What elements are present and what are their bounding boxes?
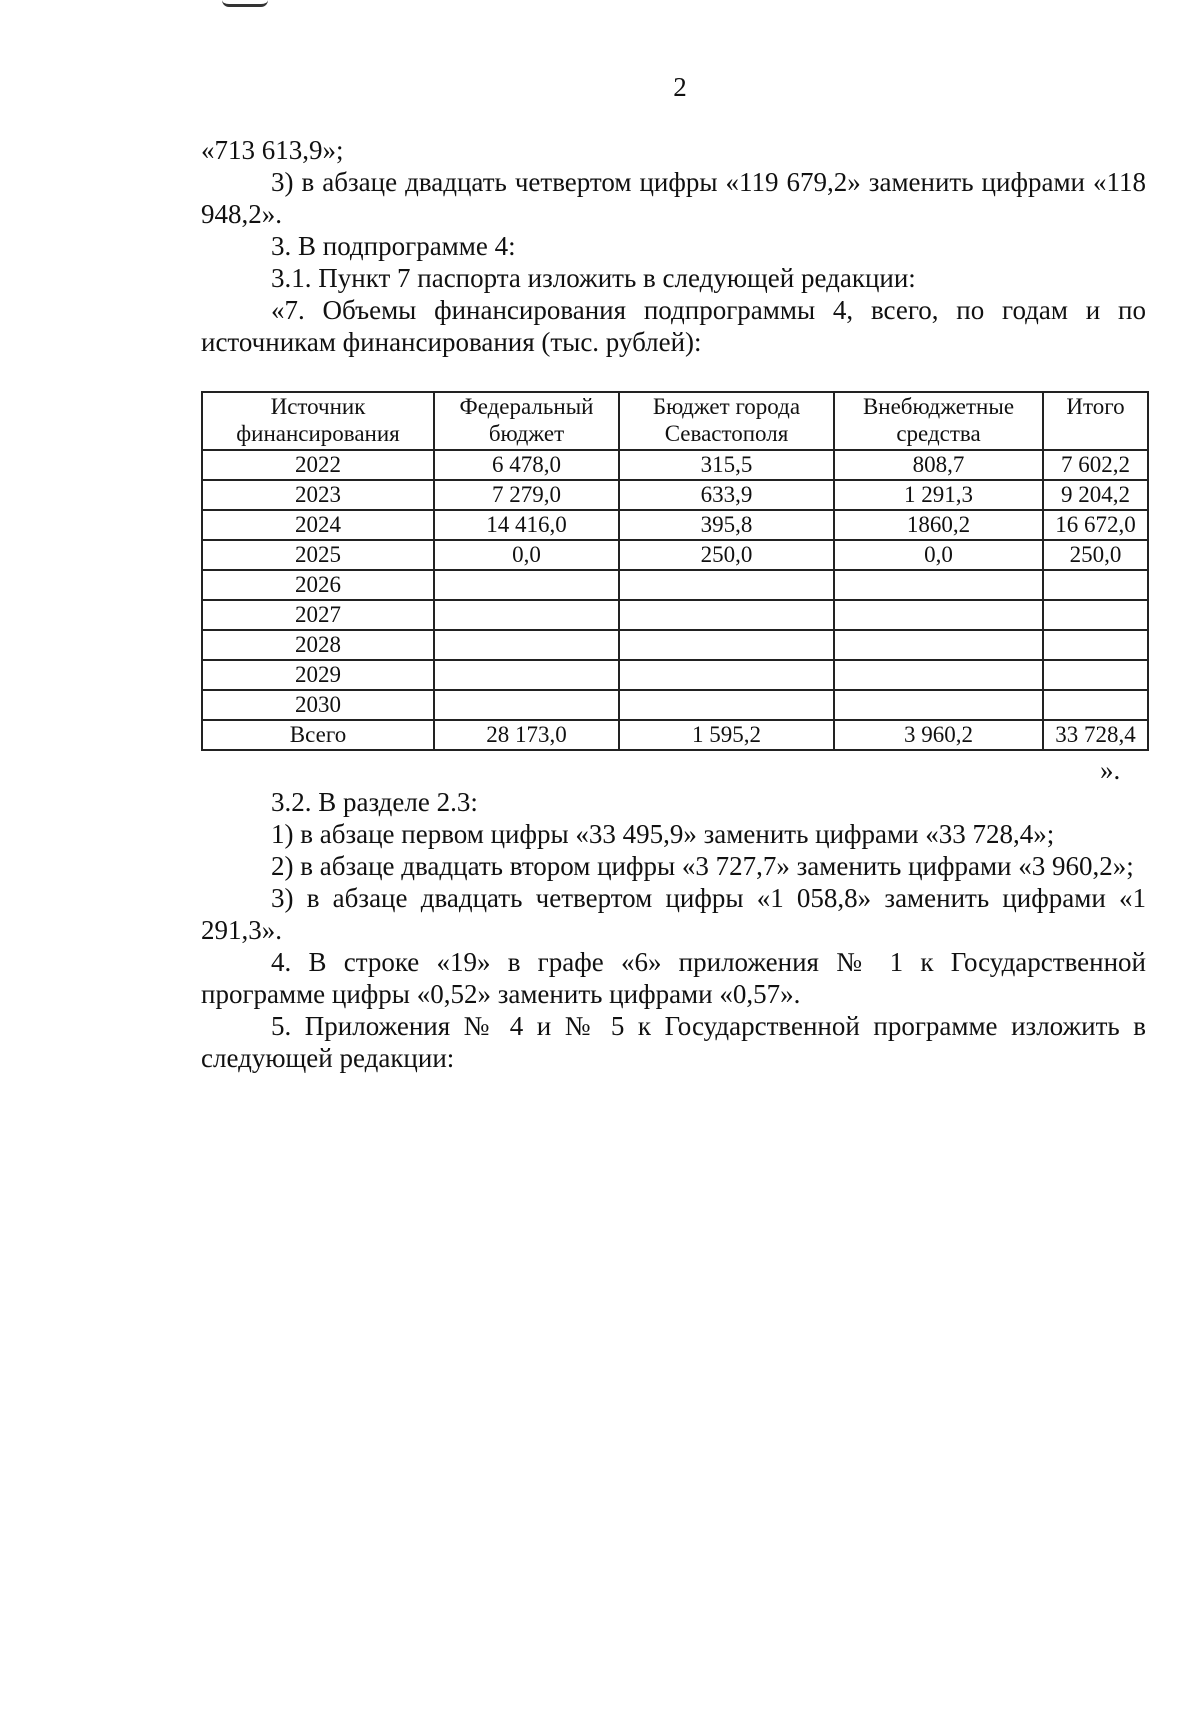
paragraph: 4. В строке «19» в графе «6» приложения № 1 к Государственной программе цифры «0,52» заменить цифрами «0,57». (201, 947, 1146, 1009)
paragraph: 3.2. В разделе 2.3: (271, 787, 478, 817)
table-cell: 2026 (202, 570, 434, 600)
table-cell: 7 279,0 (434, 480, 619, 510)
table-header-row (202, 392, 1148, 450)
table-cell: 33 728,4 (1043, 720, 1148, 750)
table-cell (834, 630, 1043, 660)
table-cell: 28 173,0 (434, 720, 619, 750)
table-cell (834, 600, 1043, 630)
table-header-cell: Итого (1043, 392, 1148, 450)
table-cell (619, 660, 834, 690)
table-cell: 2030 (202, 690, 434, 720)
table-cell (434, 600, 619, 630)
table-cell (1043, 690, 1148, 720)
table-cell: 16 672,0 (1043, 510, 1148, 540)
table-cell (1043, 570, 1148, 600)
paragraph: 3.1. Пункт 7 паспорта изложить в следующей редакции: (271, 263, 916, 293)
table-cell: 315,5 (619, 450, 834, 480)
table-cell: 1860,2 (834, 510, 1043, 540)
table-cell (619, 570, 834, 600)
intro-text (201, 134, 1146, 358)
table-cell: 3 960,2 (834, 720, 1043, 750)
table-header-cell: Источник финансирования (202, 392, 434, 450)
table-cell: 6 478,0 (434, 450, 619, 480)
table-row (202, 480, 1148, 510)
paragraph: 1) в абзаце первом цифры «33 495,9» заменить цифрами «33 728,4»; (271, 819, 1055, 849)
table-cell: 2028 (202, 630, 434, 660)
table-cell: 1 291,3 (834, 480, 1043, 510)
table-cell (434, 690, 619, 720)
paragraph: 3. В подпрограмме 4: (271, 231, 516, 261)
table-cell (1043, 660, 1148, 690)
table-header-cell: Федеральный бюджет (434, 392, 619, 450)
table-row (202, 630, 1148, 660)
scan-artifact (222, 0, 268, 7)
table-row (202, 600, 1148, 630)
paragraph: 2) в абзаце двадцать втором цифры «3 727,7» заменить цифрами «3 960,2»; (271, 851, 1134, 881)
table-cell: 808,7 (834, 450, 1043, 480)
table-cell: 2022 (202, 450, 434, 480)
table-cell: 2027 (202, 600, 434, 630)
table-row (202, 540, 1148, 570)
closing-quote: ». (1100, 755, 1121, 785)
table-cell: 1 595,2 (619, 720, 834, 750)
table-cell (434, 570, 619, 600)
table-cell: 9 204,2 (1043, 480, 1148, 510)
after-text (201, 786, 1146, 1074)
page-number: 2 (673, 72, 687, 102)
paragraph: 3) в абзаце двадцать четвертом цифры «119 679,2» заменить цифрами «118 948,2». (201, 167, 1146, 229)
table-cell (1043, 600, 1148, 630)
table-cell: 395,8 (619, 510, 834, 540)
table-cell: 2029 (202, 660, 434, 690)
paragraph: 3) в абзаце двадцать четвертом цифры «1 058,8» заменить цифрами «1 291,3». (201, 883, 1146, 945)
table-row (202, 720, 1148, 750)
paragraph: 5. Приложения № 4 и № 5 к Государственной программе изложить в следующей редакции: (201, 1011, 1146, 1073)
table-cell (834, 690, 1043, 720)
table-row (202, 660, 1148, 690)
table-cell: 2023 (202, 480, 434, 510)
table-cell (834, 570, 1043, 600)
table-cell (619, 600, 834, 630)
table-row (202, 570, 1148, 600)
table-row (202, 690, 1148, 720)
table-cell (619, 630, 834, 660)
financing-table (201, 391, 1149, 751)
table-cell: 7 602,2 (1043, 450, 1148, 480)
table-cell (619, 690, 834, 720)
table-cell (834, 660, 1043, 690)
table-cell: 250,0 (619, 540, 834, 570)
table-cell (1043, 630, 1148, 660)
table-cell (434, 630, 619, 660)
table-header-cell: Внебюджетные средства (834, 392, 1043, 450)
table-cell: 0,0 (834, 540, 1043, 570)
table-cell: 14 416,0 (434, 510, 619, 540)
table-body (202, 450, 1148, 750)
table-cell (434, 660, 619, 690)
table-row (202, 510, 1148, 540)
paragraph: «7. Объемы финансирования подпрограммы 4, всего, по годам и по источникам финансирования (тыс. рублей): (201, 295, 1146, 357)
table-cell: 0,0 (434, 540, 619, 570)
table-cell: 633,9 (619, 480, 834, 510)
table-header-cell: Бюджет города Севастополя (619, 392, 834, 450)
table-cell: 250,0 (1043, 540, 1148, 570)
table-cell: 2025 (202, 540, 434, 570)
table-row (202, 450, 1148, 480)
table-cell: Всего (202, 720, 434, 750)
table-cell: 2024 (202, 510, 434, 540)
paragraph: «713 613,9»; (201, 135, 344, 165)
